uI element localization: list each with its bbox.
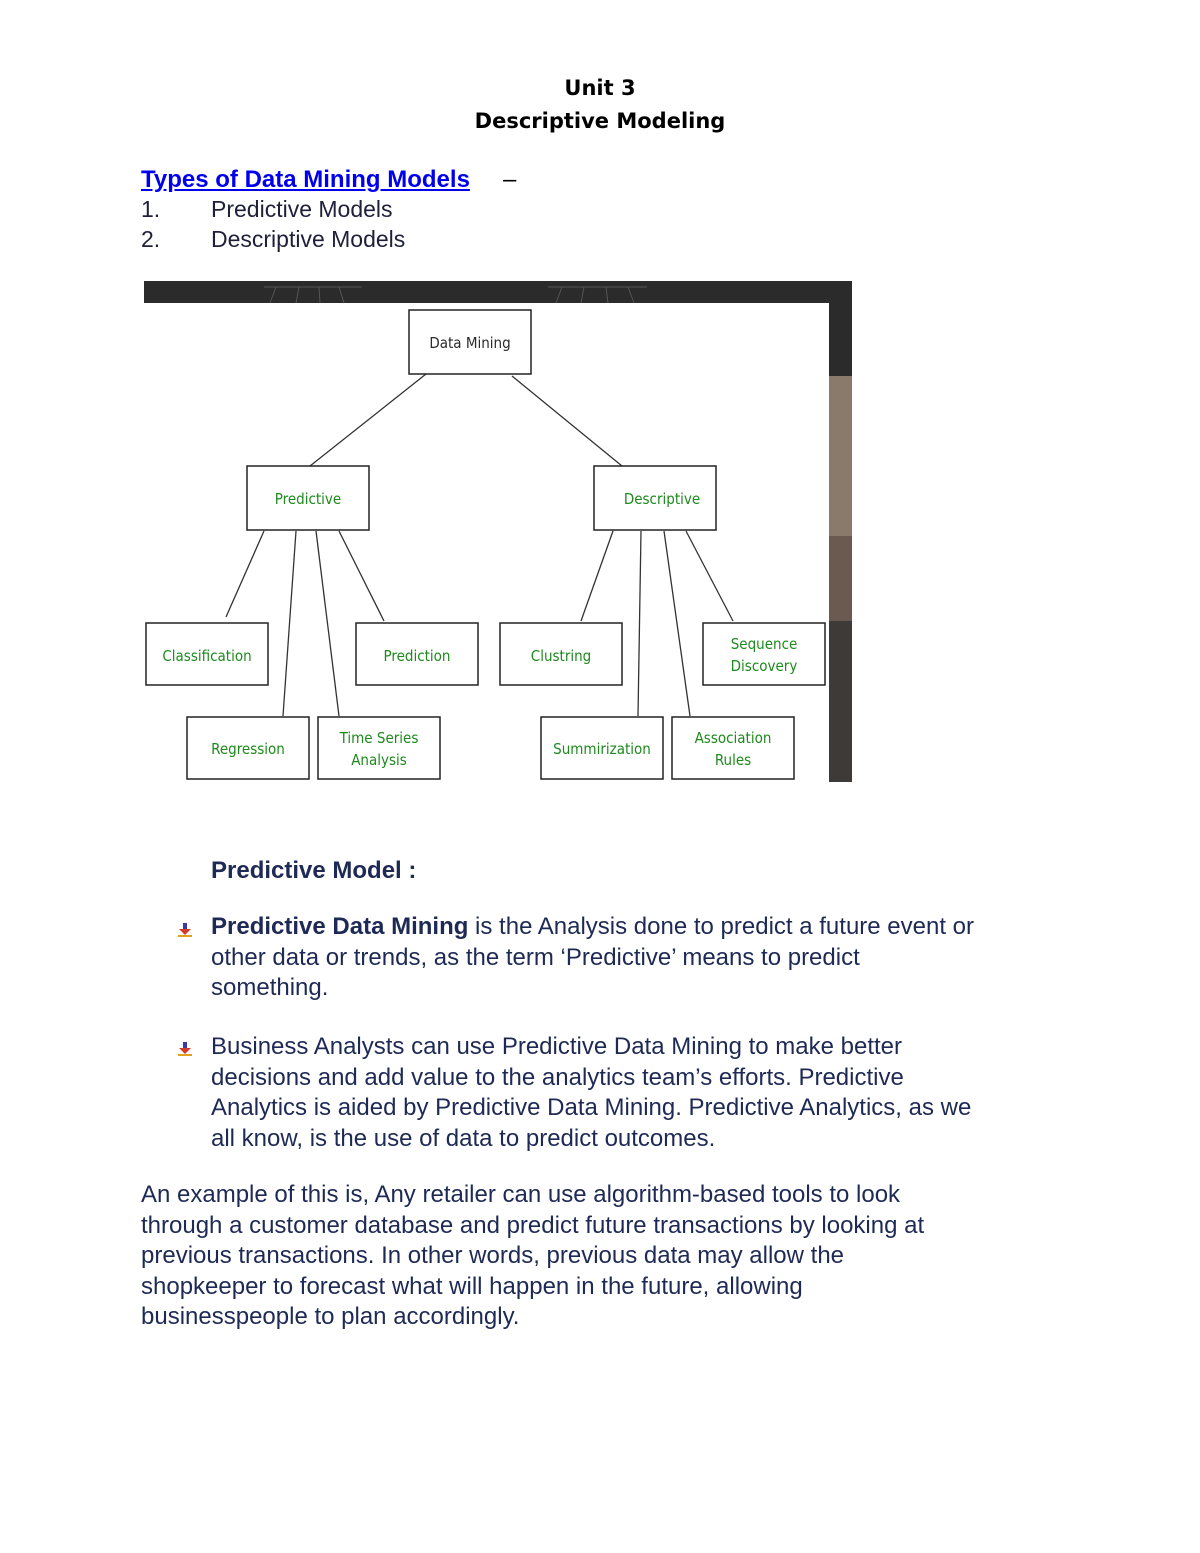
- bullet-1-line-1: is the Analysis done to predict a future event or: [468, 913, 975, 940]
- bullet-1-line-2: other data or trends, as the term ‘Predictive’ means to predict: [211, 943, 860, 971]
- list-number-2: 2.: [141, 226, 161, 252]
- list-item-predictive: Predictive Models: [211, 196, 393, 222]
- node-label-classification: Classification: [162, 647, 252, 665]
- page-subtitle: Descriptive Modeling: [474, 109, 726, 133]
- node-label-time-series-2: Analysis: [351, 751, 407, 769]
- node-label-time-series-1: Time Series: [339, 729, 419, 747]
- node-prediction: [356, 623, 478, 685]
- node-label-predictive: Predictive: [274, 490, 342, 508]
- diagram-canvas: [144, 303, 829, 782]
- node-classification: [146, 623, 268, 685]
- arrow-bullet-icon: [177, 1041, 193, 1057]
- bullet-predictive-data-mining: [211, 912, 974, 1004]
- list-number-1: 1.: [141, 196, 161, 222]
- example-line-4: shopkeeper to forecast what will happen in the future, allowing: [141, 1272, 803, 1300]
- bullet-lead-term: Predictive Data Mining: [211, 913, 469, 940]
- node-label-descriptive: Descriptive: [623, 490, 701, 508]
- unit-title: Unit 3: [564, 76, 636, 100]
- example-paragraph: [141, 1180, 924, 1333]
- example-line-2: through a customer database and predict future transactions by looking at: [141, 1211, 925, 1239]
- node-data-mining: [409, 310, 531, 374]
- types-of-models-link[interactable]: Types of Data Mining Models: [141, 166, 470, 193]
- node-label-association-2: Rules: [714, 751, 752, 769]
- example-line-3: previous transactions. In other words, previous data may allow the: [141, 1242, 845, 1269]
- node-label-prediction: Prediction: [383, 647, 451, 665]
- bullet-2-line-1: Business Analysts can use Predictive Data Mining to make better: [211, 1033, 903, 1060]
- node-summirization: [541, 717, 663, 779]
- heading-dash: –: [503, 166, 517, 193]
- node-label-sequence-1: Sequence: [730, 635, 798, 653]
- node-label-association-1: Association: [694, 729, 772, 747]
- bullet-1-line-3: something.: [211, 974, 329, 1001]
- data-mining-diagram: [144, 281, 852, 782]
- example-line-5: businesspeople to plan accordingly.: [141, 1303, 520, 1330]
- node-sequence-discovery: [703, 623, 825, 685]
- node-clustring: [500, 623, 622, 685]
- node-association-rules: [672, 717, 794, 779]
- node-label-data-mining: Data Mining: [429, 334, 511, 352]
- node-time-series: [318, 717, 440, 779]
- bullet-2-line-3: Analytics is aided by Predictive Data Mining. Predictive Analytics, as we: [211, 1094, 972, 1121]
- bullet-business-analysts: [211, 1032, 971, 1154]
- node-label-clustring: Clustring: [530, 647, 592, 665]
- node-descriptive: [594, 466, 716, 530]
- bullet-2-line-4: all know, is the use of data to predict outcomes.: [211, 1124, 716, 1152]
- node-label-sequence-2: Discovery: [730, 657, 798, 675]
- example-line-1: An example of this is, Any retailer can use algorithm-based tools to look: [141, 1181, 901, 1208]
- bullet-2-line-2: decisions and add value to the analytics team’s efforts. Predictive: [211, 1063, 904, 1091]
- predictive-model-heading: Predictive Model :: [211, 857, 417, 884]
- node-predictive: [247, 466, 369, 530]
- arrow-bullet-icon: [177, 922, 193, 938]
- list-item-descriptive: Descriptive Models: [211, 226, 406, 252]
- node-regression: [187, 717, 309, 779]
- node-label-summirization: Summirization: [553, 740, 651, 758]
- node-label-regression: Regression: [211, 740, 285, 758]
